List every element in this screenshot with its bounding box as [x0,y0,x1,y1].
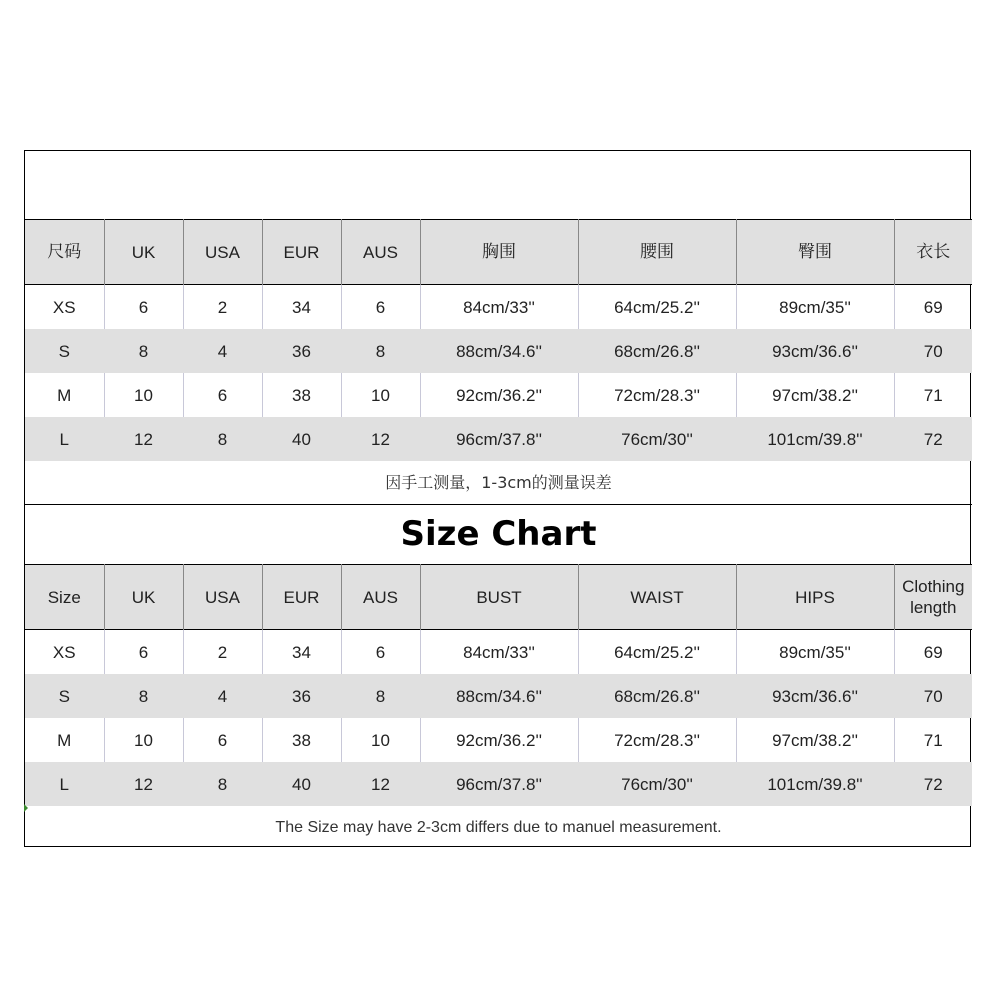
en-row-l [25,762,972,806]
table-cell: 64cm/25.2'' [578,630,736,675]
table-cell: 93cm/36.6'' [736,329,894,373]
table-cell: 92cm/36.2'' [420,718,578,762]
table-cell: 10 [341,373,420,417]
cn-header-eur: EUR [262,220,341,285]
table-cell: 93cm/36.6'' [736,674,894,718]
en-header-hips: HIPS [736,565,894,630]
table-cell: XS [52,642,76,662]
table-cell: 2 [183,285,262,330]
table-cell: 72 [894,417,972,461]
table-cell: 69 [894,630,972,675]
table-cell: 36 [262,329,341,373]
table-cell: 6 [341,630,420,675]
table-cell: 38 [262,373,341,417]
cn-measurement-note: 因手工测量，1-3cm的测量误差 [385,473,612,492]
cn-header-uk: UK [104,220,183,285]
cn-header-length: 衣长 [894,220,972,285]
table-cell: 8 [183,417,262,461]
table-cell: 12 [341,417,420,461]
cn-row-l [25,417,972,461]
cn-header-row [25,220,972,285]
table-cell: 64cm/25.2'' [578,285,736,330]
en-header-aus: AUS [341,565,420,630]
table-cell: S [25,674,104,718]
table-cell: 76cm/30'' [578,762,736,806]
cn-row-xs [25,285,972,330]
table-cell: 89cm/35'' [736,285,894,330]
table-cell: 72cm/28.3'' [578,718,736,762]
table-cell: 72 [894,762,972,806]
en-header-bust: BUST [420,565,578,630]
table-cell: 96cm/37.8'' [420,762,578,806]
en-header-size: Size [25,565,104,630]
table-cell: 40 [262,762,341,806]
size-chart [24,150,971,847]
en-header-usa: USA [183,565,262,630]
cn-header-aus: AUS [341,220,420,285]
table-cell: 70 [894,674,972,718]
table-cell: 69 [894,285,972,330]
table-cell: 96cm/37.8'' [420,417,578,461]
en-note-row [25,806,972,849]
table-cell: 10 [104,373,183,417]
table-cell: 6 [183,718,262,762]
table-cell: 34 [262,285,341,330]
table-cell: 38 [262,718,341,762]
cn-header-waist: 腰围 [578,220,736,285]
table-cell: S [25,329,104,373]
en-header-length: Clothing length [894,565,972,630]
table-cell: 8 [341,329,420,373]
table-cell: M [57,730,72,750]
cn-header-size: 尺码 [25,220,104,285]
table-cell: 92cm/36.2'' [420,373,578,417]
table-cell: 4 [183,674,262,718]
table-cell: 40 [262,417,341,461]
table-cell: 97cm/38.2'' [736,373,894,417]
table-cell: XS [52,297,76,317]
table-cell: 72cm/28.3'' [578,373,736,417]
table-cell: 71 [894,718,972,762]
table-cell: 8 [104,329,183,373]
table-cell: 34 [262,630,341,675]
table-cell: 88cm/34.6'' [420,674,578,718]
en-header-eur: EUR [262,565,341,630]
table-cell: 4 [183,329,262,373]
en-header-row [25,565,972,630]
table-cell: 8 [104,674,183,718]
table-cell: 97cm/38.2'' [736,718,894,762]
table-cell: 76cm/30'' [578,417,736,461]
cn-header-hips: 臀围 [736,220,894,285]
table-cell: 70 [894,329,972,373]
page-title: Size Chart [400,514,597,554]
table-cell: 6 [183,373,262,417]
table-cell: 8 [183,762,262,806]
size-table [25,151,972,849]
cn-row-m [25,373,972,417]
blank-header-row [25,151,972,220]
table-cell: 12 [104,417,183,461]
table-cell: 12 [341,762,420,806]
cn-note-row [25,461,972,505]
table-cell: 6 [104,285,183,330]
table-cell: 84cm/33'' [420,285,578,330]
en-row-s [25,674,972,718]
en-row-xs [25,630,972,675]
table-cell: 6 [341,285,420,330]
en-row-m [25,718,972,762]
table-cell: 2 [183,630,262,675]
table-cell: 101cm/39.8'' [736,762,894,806]
table-cell: 10 [104,718,183,762]
en-measurement-note: The Size may have 2-3cm differs due to manuel measurement. [275,819,722,836]
corner-marker [24,804,28,812]
table-cell: L [25,417,104,461]
cn-header-bust: 胸围 [420,220,578,285]
table-cell: 88cm/34.6'' [420,329,578,373]
table-cell: 71 [894,373,972,417]
title-row [25,505,972,565]
table-cell: 89cm/35'' [736,630,894,675]
table-cell: 6 [104,630,183,675]
table-cell: L [25,762,104,806]
en-header-uk: UK [104,565,183,630]
table-cell: 68cm/26.8'' [578,674,736,718]
table-cell: 10 [341,718,420,762]
cn-header-usa: USA [183,220,262,285]
table-cell: 36 [262,674,341,718]
table-cell: 12 [104,762,183,806]
en-header-waist: WAIST [578,565,736,630]
table-cell: 68cm/26.8'' [578,329,736,373]
table-cell: 8 [341,674,420,718]
cn-row-s [25,329,972,373]
table-cell: M [57,385,72,405]
table-cell: 84cm/33'' [420,630,578,675]
table-cell: 101cm/39.8'' [736,417,894,461]
